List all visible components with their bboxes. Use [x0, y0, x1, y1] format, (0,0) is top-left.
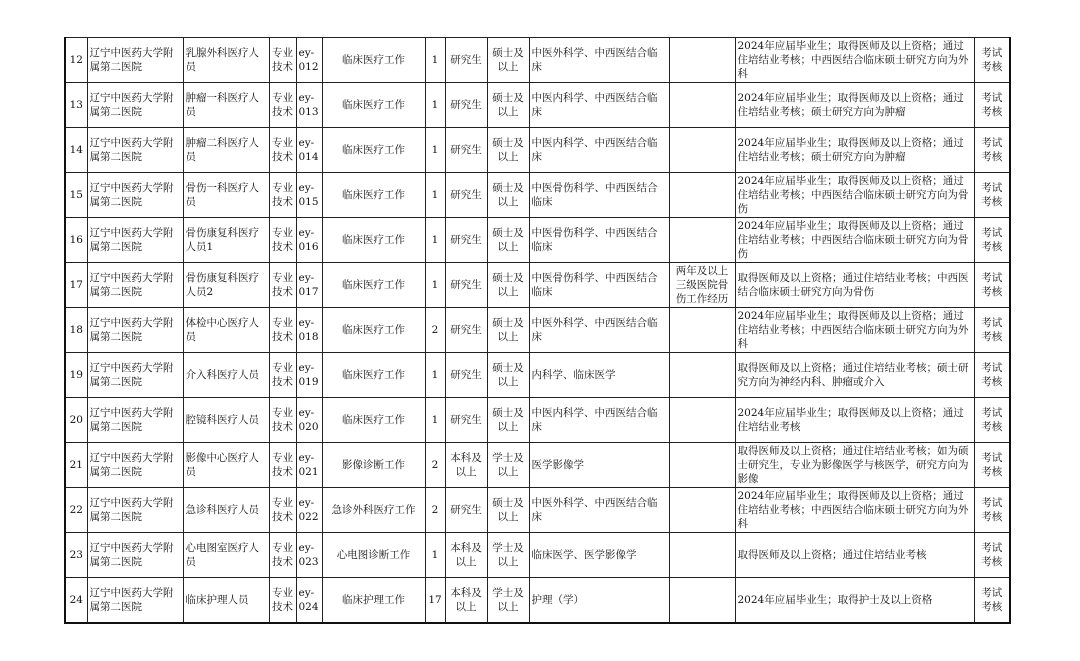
- cell-code: ey-019: [296, 353, 322, 398]
- cell-method: 考试考核: [974, 218, 1010, 263]
- cell-unit: 辽宁中医药大学附属第二医院: [87, 308, 183, 353]
- cell-education: 研究生: [445, 398, 487, 443]
- table-row: [65, 488, 1010, 533]
- cell-method: 考试考核: [974, 83, 1010, 128]
- cell-position: 介入科医疗人员: [183, 353, 269, 398]
- cell-major: 临床医学、医学影像学: [529, 533, 669, 578]
- cell-position: 临床护理人员: [183, 578, 269, 624]
- cell-major: 中医骨伤科学、中西医结合临床: [529, 218, 669, 263]
- cell-major: 护理（学）: [529, 578, 669, 624]
- cell-unit: 辽宁中医药大学附属第二医院: [87, 38, 183, 83]
- cell-code: ey-021: [296, 443, 322, 488]
- table-row: [65, 533, 1010, 578]
- table-row: [65, 173, 1010, 218]
- cell-method: 考试考核: [974, 578, 1010, 624]
- cell-experience: [669, 488, 735, 533]
- cell-education: 研究生: [445, 308, 487, 353]
- cell-major: 内科学、临床医学: [529, 353, 669, 398]
- cell-count: 1: [425, 218, 445, 263]
- cell-unit: 辽宁中医药大学附属第二医院: [87, 443, 183, 488]
- cell-requirements: 2024年应届毕业生；取得医师及以上资格；通过住培结业考核；中西医结合临床硕士研究方向为骨伤: [735, 173, 974, 218]
- table-row: [65, 443, 1010, 488]
- cell-experience: [669, 443, 735, 488]
- cell-unit: 辽宁中医药大学附属第二医院: [87, 83, 183, 128]
- cell-count: 1: [425, 533, 445, 578]
- cell-experience: 两年及以上三级医院骨伤工作经历: [669, 263, 735, 308]
- cell-unit: 辽宁中医药大学附属第二医院: [87, 578, 183, 624]
- cell-position: 乳腺外科医疗人员: [183, 38, 269, 83]
- cell-major: 中医骨伤科学、中西医结合临床: [529, 263, 669, 308]
- cell-major: 中医外科学、中西医结合临床: [529, 488, 669, 533]
- cell-requirements: 2024年应届毕业生；取得医师及以上资格；通过住培结业考核；中西医结合临床硕士研究方向为外科: [735, 488, 974, 533]
- cell-category: 专业技术: [269, 398, 296, 443]
- cell-no: 21: [65, 443, 87, 488]
- cell-method: 考试考核: [974, 308, 1010, 353]
- cell-position: 骨伤一科医疗人员: [183, 173, 269, 218]
- cell-no: 20: [65, 398, 87, 443]
- cell-education: 本科及以上: [445, 533, 487, 578]
- cell-count: 1: [425, 398, 445, 443]
- cell-category: 专业技术: [269, 578, 296, 624]
- cell-position: 肿瘤一科医疗人员: [183, 83, 269, 128]
- cell-method: 考试考核: [974, 398, 1010, 443]
- cell-method: 考试考核: [974, 488, 1010, 533]
- cell-no: 16: [65, 218, 87, 263]
- cell-position: 心电图室医疗人员: [183, 533, 269, 578]
- cell-education: 本科及以上: [445, 443, 487, 488]
- table-row: [65, 38, 1010, 83]
- cell-requirements: 取得医师及以上资格；通过住培结业考核；中西医结合临床硕士研究方向为骨伤: [735, 263, 974, 308]
- cell-experience: [669, 533, 735, 578]
- cell-degree: 硕士及以上: [487, 263, 529, 308]
- cell-no: 22: [65, 488, 87, 533]
- cell-degree: 硕士及以上: [487, 308, 529, 353]
- cell-degree: 硕士及以上: [487, 83, 529, 128]
- table-row: [65, 398, 1010, 443]
- cell-count: 1: [425, 263, 445, 308]
- cell-unit: 辽宁中医药大学附属第二医院: [87, 218, 183, 263]
- cell-requirements: 2024年应届毕业生；取得医师及以上资格；通过住培结业考核；硕士研究方向为肿瘤: [735, 128, 974, 173]
- table-body: [65, 38, 1010, 624]
- cell-no: 15: [65, 173, 87, 218]
- table-row: [65, 353, 1010, 398]
- cell-duty: 影像诊断工作: [322, 443, 425, 488]
- cell-experience: [669, 353, 735, 398]
- cell-position: 体检中心医疗人员: [183, 308, 269, 353]
- cell-requirements: 取得医师及以上资格；通过住培结业考核；硕士研究方向为神经内科、肿瘤或介入: [735, 353, 974, 398]
- cell-no: 12: [65, 38, 87, 83]
- cell-position: 骨伤康复科医疗人员1: [183, 218, 269, 263]
- cell-code: ey-012: [296, 38, 322, 83]
- cell-position: 肿瘤二科医疗人员: [183, 128, 269, 173]
- cell-degree: 硕士及以上: [487, 353, 529, 398]
- cell-code: ey-023: [296, 533, 322, 578]
- cell-major: 中医内科学、中西医结合临床: [529, 128, 669, 173]
- table-row: [65, 263, 1010, 308]
- cell-position: 影像中心医疗人员: [183, 443, 269, 488]
- cell-count: 1: [425, 128, 445, 173]
- cell-code: ey-013: [296, 83, 322, 128]
- cell-count: 1: [425, 38, 445, 83]
- cell-major: 医学影像学: [529, 443, 669, 488]
- cell-category: 专业技术: [269, 218, 296, 263]
- cell-duty: 临床医疗工作: [322, 353, 425, 398]
- cell-education: 研究生: [445, 263, 487, 308]
- cell-experience: [669, 173, 735, 218]
- cell-code: ey-022: [296, 488, 322, 533]
- cell-major: 中医内科学、中西医结合临床: [529, 83, 669, 128]
- cell-duty: 心电图诊断工作: [322, 533, 425, 578]
- cell-requirements: 取得医师及以上资格；通过住培结业考核；如为硕士研究生，专业为影像医学与核医学，研究方向为影像: [735, 443, 974, 488]
- cell-degree: 硕士及以上: [487, 398, 529, 443]
- cell-requirements: 2024年应届毕业生；取得护士及以上资格: [735, 578, 974, 624]
- cell-count: 2: [425, 488, 445, 533]
- cell-category: 专业技术: [269, 128, 296, 173]
- cell-major: 中医外科学、中西医结合临床: [529, 308, 669, 353]
- cell-duty: 临床医疗工作: [322, 308, 425, 353]
- cell-degree: 硕士及以上: [487, 128, 529, 173]
- cell-code: ey-020: [296, 398, 322, 443]
- cell-requirements: 2024年应届毕业生；取得医师及以上资格；通过住培结业考核；硕士研究方向为肿瘤: [735, 83, 974, 128]
- cell-education: 研究生: [445, 353, 487, 398]
- cell-experience: [669, 128, 735, 173]
- cell-position: 骨伤康复科医疗人员2: [183, 263, 269, 308]
- table-row: [65, 578, 1010, 624]
- cell-experience: [669, 398, 735, 443]
- cell-code: ey-014: [296, 128, 322, 173]
- cell-category: 专业技术: [269, 353, 296, 398]
- cell-duty: 临床医疗工作: [322, 263, 425, 308]
- cell-degree: 学士及以上: [487, 533, 529, 578]
- cell-category: 专业技术: [269, 173, 296, 218]
- cell-degree: 硕士及以上: [487, 218, 529, 263]
- cell-method: 考试考核: [974, 353, 1010, 398]
- cell-no: 14: [65, 128, 87, 173]
- cell-category: 专业技术: [269, 38, 296, 83]
- cell-code: ey-024: [296, 578, 322, 624]
- cell-category: 专业技术: [269, 83, 296, 128]
- cell-experience: [669, 308, 735, 353]
- cell-education: 研究生: [445, 128, 487, 173]
- cell-count: 1: [425, 353, 445, 398]
- cell-category: 专业技术: [269, 533, 296, 578]
- cell-count: 2: [425, 443, 445, 488]
- cell-degree: 硕士及以上: [487, 173, 529, 218]
- table-row: [65, 218, 1010, 263]
- cell-education: 研究生: [445, 83, 487, 128]
- cell-code: ey-015: [296, 173, 322, 218]
- cell-degree: 硕士及以上: [487, 488, 529, 533]
- cell-experience: [669, 218, 735, 263]
- cell-position: 腔镜科医疗人员: [183, 398, 269, 443]
- cell-no: 19: [65, 353, 87, 398]
- cell-requirements: 2024年应届毕业生；取得医师及以上资格；通过住培结业考核；中西医结合临床硕士研究方向为骨伤: [735, 218, 974, 263]
- cell-requirements: 取得医师及以上资格；通过住培结业考核: [735, 533, 974, 578]
- cell-count: 17: [425, 578, 445, 624]
- cell-unit: 辽宁中医药大学附属第二医院: [87, 128, 183, 173]
- cell-requirements: 2024年应届毕业生；取得医师及以上资格；通过住培结业考核；中西医结合临床硕士研究方向为外科: [735, 308, 974, 353]
- cell-category: 专业技术: [269, 488, 296, 533]
- cell-no: 24: [65, 578, 87, 624]
- cell-position: 急诊科医疗人员: [183, 488, 269, 533]
- cell-method: 考试考核: [974, 533, 1010, 578]
- cell-duty: 急诊外科医疗工作: [322, 488, 425, 533]
- cell-code: ey-016: [296, 218, 322, 263]
- cell-duty: 临床医疗工作: [322, 173, 425, 218]
- cell-education: 研究生: [445, 173, 487, 218]
- cell-no: 23: [65, 533, 87, 578]
- cell-duty: 临床医疗工作: [322, 398, 425, 443]
- cell-experience: [669, 83, 735, 128]
- cell-category: 专业技术: [269, 443, 296, 488]
- cell-major: 中医骨伤科学、中西医结合临床: [529, 173, 669, 218]
- cell-major: 中医内科学、中西医结合临床: [529, 398, 669, 443]
- cell-unit: 辽宁中医药大学附属第二医院: [87, 398, 183, 443]
- cell-experience: [669, 38, 735, 83]
- cell-count: 1: [425, 83, 445, 128]
- table-row: [65, 308, 1010, 353]
- cell-degree: 学士及以上: [487, 578, 529, 624]
- cell-count: 1: [425, 173, 445, 218]
- cell-unit: 辽宁中医药大学附属第二医院: [87, 173, 183, 218]
- cell-count: 2: [425, 308, 445, 353]
- cell-education: 研究生: [445, 218, 487, 263]
- cell-duty: 临床护理工作: [322, 578, 425, 624]
- cell-duty: 临床医疗工作: [322, 218, 425, 263]
- cell-education: 研究生: [445, 488, 487, 533]
- table-row: [65, 83, 1010, 128]
- cell-requirements: 2024年应届毕业生；取得医师及以上资格；通过住培结业考核: [735, 398, 974, 443]
- cell-duty: 临床医疗工作: [322, 38, 425, 83]
- cell-no: 18: [65, 308, 87, 353]
- cell-category: 专业技术: [269, 263, 296, 308]
- cell-unit: 辽宁中医药大学附属第二医院: [87, 488, 183, 533]
- cell-unit: 辽宁中医药大学附属第二医院: [87, 353, 183, 398]
- cell-unit: 辽宁中医药大学附属第二医院: [87, 263, 183, 308]
- cell-no: 13: [65, 83, 87, 128]
- cell-education: 本科及以上: [445, 578, 487, 624]
- cell-method: 考试考核: [974, 443, 1010, 488]
- cell-duty: 临床医疗工作: [322, 128, 425, 173]
- cell-experience: [669, 578, 735, 624]
- cell-degree: 硕士及以上: [487, 38, 529, 83]
- cell-education: 研究生: [445, 38, 487, 83]
- cell-unit: 辽宁中医药大学附属第二医院: [87, 533, 183, 578]
- cell-duty: 临床医疗工作: [322, 83, 425, 128]
- cell-major: 中医外科学、中西医结合临床: [529, 38, 669, 83]
- cell-method: 考试考核: [974, 173, 1010, 218]
- cell-code: ey-017: [296, 263, 322, 308]
- cell-category: 专业技术: [269, 308, 296, 353]
- cell-method: 考试考核: [974, 263, 1010, 308]
- cell-method: 考试考核: [974, 38, 1010, 83]
- cell-no: 17: [65, 263, 87, 308]
- recruitment-table: [64, 37, 1011, 624]
- table-row: [65, 128, 1010, 173]
- cell-method: 考试考核: [974, 128, 1010, 173]
- cell-degree: 学士及以上: [487, 443, 529, 488]
- cell-requirements: 2024年应届毕业生；取得医师及以上资格；通过住培结业考核；中西医结合临床硕士研究方向为外科: [735, 38, 974, 83]
- cell-code: ey-018: [296, 308, 322, 353]
